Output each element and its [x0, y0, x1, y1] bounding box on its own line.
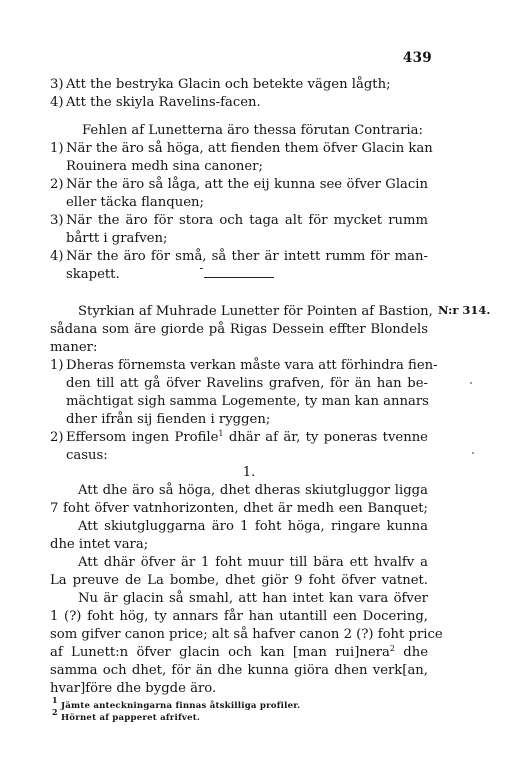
casus-line: hvar]före dhe bygde äro. — [50, 681, 217, 696]
list-number: 2) — [50, 430, 64, 445]
casus-line: Att dhär öfver är 1 foht muur till bära ett hvalfv a — [78, 555, 428, 570]
footnote-text: Jämte anteckningarna finnas åtskilliga profiler. — [60, 701, 301, 711]
list-continuation: Rouinera medh sina canoner; — [66, 159, 263, 174]
casus-line: samma och dhet, för än dhe kunna giöra dhen verk[an, — [50, 663, 428, 678]
list-text: När the äro så höga, att fienden them öfver Glacin kan — [66, 141, 433, 156]
list-number: 2) — [50, 177, 64, 192]
list-number: 4) — [50, 249, 64, 264]
list-continuation: den till att gå öfver Ravelins grafven, för än han be- — [66, 376, 428, 391]
list-text: Effersom ingen Profile — [66, 430, 219, 445]
list-item — [50, 429, 428, 447]
list-item — [50, 248, 428, 266]
list-text: När the äro så låga, att the eij kunna see öfver Glacin — [66, 177, 428, 192]
list-number: 1) — [50, 141, 64, 156]
casus-line: 1 (?) foht hög, ty annars får han utantill een Docering, — [50, 609, 428, 624]
list-item — [50, 94, 428, 112]
list-continuation: casus: — [66, 448, 108, 463]
casus-line: 7 foht öfver vatnhorizonten, dhet är medh een Banquet; — [50, 501, 428, 516]
list-text: När the äro för stora och taga alt för mycket rumm — [66, 213, 428, 228]
list-continuation: eller täcka flanquen; — [66, 195, 204, 210]
casus-line — [50, 644, 428, 662]
list-continuation: mächtigat sigh samma Logemente, ty man kan annars — [66, 394, 429, 409]
footnote-mark: 2 — [52, 707, 58, 717]
list-item — [50, 140, 433, 158]
casus-text: dhe — [394, 645, 428, 660]
footnote-text: Hörnet af papperet afrifvet. — [60, 713, 201, 723]
footnote — [52, 707, 201, 723]
list-continuation: bårtt i grafven; — [66, 231, 168, 246]
list-item — [50, 176, 428, 194]
styrkian-line: maner: — [50, 340, 98, 355]
section-divider — [204, 277, 274, 278]
list-continuation: skapett. — [66, 267, 120, 282]
casus-line: dhe intet vara; — [50, 537, 149, 552]
list-text: dhär af är, ty poneras tvenne — [223, 430, 428, 445]
ink-speck — [470, 382, 472, 384]
styrkian-line: sådana som äre giorde på Rigas Dessein effter Blondels — [50, 322, 428, 337]
list-item — [50, 357, 438, 375]
casus-text: af Lunett:n öfver glacin och kan [man rui]nera — [50, 645, 390, 660]
list-number: 3) — [50, 77, 64, 92]
list-text: Att the bestryka Glacin och betekte vägen lågth; — [66, 77, 391, 92]
list-text: Dheras förnemsta verkan måste vara att förhindra fien- — [66, 358, 438, 373]
ink-speck — [200, 268, 203, 269]
casus-line: Att dhe äro så höga, dhet dheras skiutgluggor ligga — [78, 483, 428, 498]
margin-note: N:r 314. — [438, 303, 491, 317]
footnote-mark: 1 — [52, 695, 58, 705]
page-number: 439 — [402, 50, 432, 66]
list-item — [50, 212, 428, 230]
footnote — [52, 695, 301, 711]
list-text: När the äro för små, så ther är intett rumm för man- — [66, 249, 428, 264]
casus-line: som gifver canon price; alt så hafver canon 2 (?) foht price — [50, 627, 443, 642]
list-number: 3) — [50, 213, 64, 228]
casus-number: 1. — [242, 465, 256, 480]
fehlen-intro: Fehlen af Lunetterna äro thessa förutan Contraria: — [82, 123, 423, 138]
footnote-ref: 1 — [218, 429, 224, 438]
list-item — [50, 76, 428, 94]
casus-line: La preuve de La bombe, dhet giör 9 foht öfver vatnet. — [50, 573, 428, 588]
list-text: Att the skiyla Ravelins-facen. — [66, 95, 261, 110]
styrkian-line: Styrkian af Muhrade Lunetter för Pointen af Bastion, — [78, 304, 433, 319]
ink-speck — [472, 452, 474, 454]
list-continuation: dher ifrån sij fienden i ryggen; — [66, 412, 271, 427]
list-number: 4) — [50, 95, 64, 110]
list-number: 1) — [50, 358, 64, 373]
footnote-ref: 2 — [389, 644, 395, 653]
casus-line: Nu är glacin så smahl, att han intet kan vara öfver — [78, 591, 428, 606]
casus-line: Att skiutgluggarna äro 1 foht höga, ringare kunna — [78, 519, 428, 534]
